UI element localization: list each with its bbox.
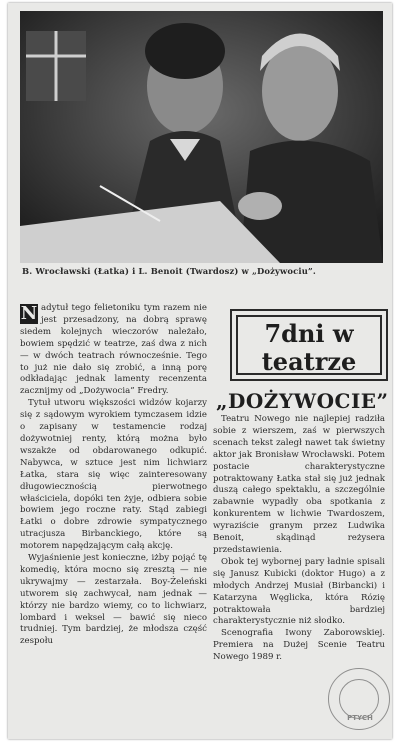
paragraph: Teatru Nowego nie najlepiej radziła sobie z wierszem, zaś w pierwszych scenach tekst zaległ nawet tak świetny aktor jak Bronisław Wrocławski. Potem postacie charakterystyczne potraktowany Łatka stał się już jednak duszą całego spektaklu, a szczególnie zabawnie wypadły oba spotkania z konkurentem w lichwie Twardoszem, wyraziście granym przez Ludwika Benoit, skądinąd reżysera przedstawienia. (213, 414, 385, 555)
article-headline: „DOŻYWOCIE” (216, 389, 389, 413)
newspaper-clipping (8, 3, 392, 739)
paragraph: N adytuł tego felietoniku tym razem nie jest przesadzony, na dobrą sprawę siedem kolejnych wieczorów należało, bowiem spędzić w teatrze, zaś dwa z nich — w dwóch teatrach równocześnie. Tego to już nie dało się zrobić, a inną porę odkładając jednak lamenty recenzenta zacznijmy od „Dożywocia” Fredry. (20, 303, 207, 397)
article-column-left (20, 303, 207, 733)
drop-cap: N (20, 303, 38, 324)
section-header-box (230, 309, 388, 381)
stamp-text: PTYCH (347, 714, 373, 722)
photo-caption: B. Wrocławski (Łatka) i L. Benoit (Twardosz) w „Dożywociu”. (22, 266, 316, 276)
section-header-label: 7dni w teatrze (236, 315, 382, 375)
paragraph: Tytuł utworu większości widzów kojarzy się z sądowym wyrokiem tymczasem idzie o zapisany w testamencie rodzaj dożywotniej renty, którą można było wszakże od obdarowanego odkupić. Nabywca, w sztuce jest nim lichwiarz Łatka, stara się więc zainteresowany długowiecznością pierwotnego właściciela, dopóki ten żyje, odbiera sobie bowiem jego roczne raty. Stąd zabiegi Łatki o dobre zdrowie sympatycznego utracjusza Birbanckiego, które są motorem napędzającym całą akcję. (20, 398, 207, 552)
archive-stamp (328, 668, 390, 730)
paragraph: Scenografia Iwony Zaborowskiej. Premiera na Dużej Scenie Teatru Nowego 1989 r. (213, 628, 385, 663)
paragraph: Obok tej wybornej pary ładnie spisali się Janusz Kubicki (doktor Hugo) a z młodych Andrzej Musiał (Birbancki) i Katarzyna Węglicka, która Rózię potraktowała bardziej charakterystycznie niż słodko. (213, 556, 385, 627)
photo-icon (20, 11, 383, 263)
stamp-inner-ring (339, 679, 379, 719)
article-photo (20, 11, 383, 263)
paragraph: Wyjaśnienie jest konieczne, iżby pojąć tę komedię, która mocno się zresztą — nie ukrywajmy — zestarzała. Boy-Żeleński utworem się zachwycał, nam jednak — którzy nie bardzo wiemy, co to lichwiarz, lombard i weksel — bawić się nieco trudniej. Tym bardziej, że młodsza część zespołu (20, 553, 207, 647)
